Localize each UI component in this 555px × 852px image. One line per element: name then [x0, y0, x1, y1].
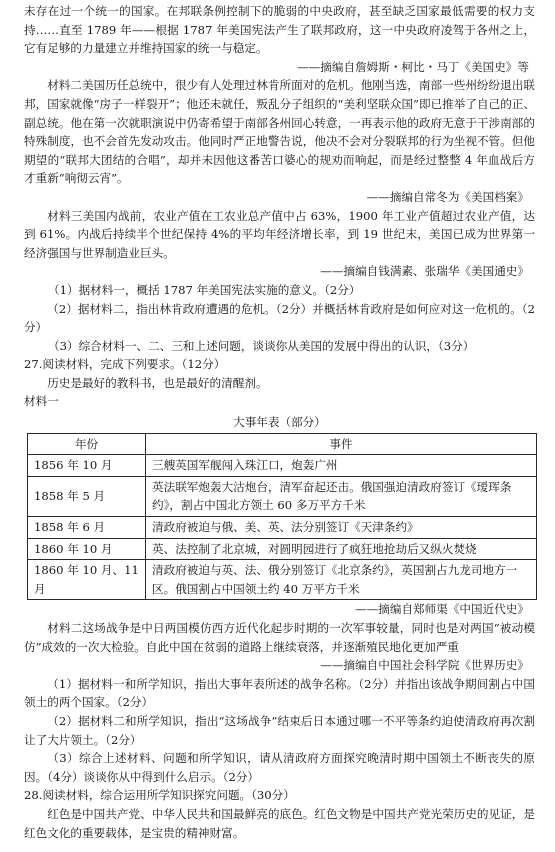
cell-event: 清政府被迫与英、法、俄分别签订《北京条约》，英国割占九龙司地方一区。俄国割占中国领土约 40 万平方千米 [146, 560, 537, 600]
table-row [28, 517, 537, 539]
cell-year: 1858 年 5 月 [28, 476, 146, 516]
question-26-2: （2）据材料二，指出林肯政府遭遇的危机。（2分）并概括林肯政府是如何应对这一危机的。（2分） [24, 301, 535, 335]
question-27-3: （3）综合上述材料、问题和所学知识，请从清政府方面探究晚清时期中国领土不断丧失的原因。（4分）谈谈你从中得到什么启示。（2分） [24, 751, 535, 784]
table-title: 大事年表（部分） [233, 415, 326, 430]
cell-event: 清政府被迫与俄、美、英、法分别签订《天津条约》 [146, 517, 537, 539]
cell-event: 英法联军炮轰大沽炮台，清军奋起还击。俄国强迫清政府签订《瑷珲条约》，割占中国北方领土 60 多万平方千米 [146, 476, 537, 516]
events-table [27, 433, 537, 601]
source-citation: ——摘编自中国社会科学院《世界历史》 [320, 658, 529, 673]
table-row [28, 560, 537, 600]
question-27-1: （1）据材料一和所学知识，指出大事年表所述的战争名称。（2分）并指出该战争期间割占中国领土的两个国家。（2分） [24, 676, 535, 710]
material-two: 材料二这场战争是中日两国模仿西方近代化起步时期的一次军事较量，同时也是对两国“被动模仿”成效的一次大检验。自此中国在贫弱的道路上继续衰落，并逐渐殖民地化更加严重 [24, 621, 535, 654]
source-citation: ——摘编自郑师渠《中国近代史》 [355, 602, 529, 617]
cell-year: 1858 年 6 月 [28, 517, 146, 539]
question-27-2: （2）据材料二和所学知识，指出“这场战争”结束后日本通过哪一不平等条约迫使清政府再次割让了大片领土。（2分） [24, 713, 535, 747]
cell-year: 1860 年 10 月 [28, 538, 146, 560]
table-row [28, 476, 537, 516]
table-row [28, 538, 537, 560]
cell-event: 三艘英国军舰闯入珠江口，炮轰广州 [146, 455, 537, 477]
cell-year: 1856 年 10 月 [28, 455, 146, 477]
question-27-heading: 27.阅读材料，完成下列要求。（12分） [24, 357, 226, 372]
question-26-1: （1）据材料一，概括 1787 年美国宪法实施的意义。（2分） [48, 282, 361, 297]
motto: 历史是最好的教科书，也是最好的清醒剂。 [47, 375, 268, 390]
question-26-3: （3）综合材料一、二、三和上述问题，谈谈你从美国的发展中得出的认识，（3分） [48, 338, 475, 353]
source-citation: ——摘编自常冬为《美国档案》 [366, 189, 529, 204]
text-paragraph: 红色是中国共产党、中华人民共和国最鲜亮的底色。红色文物是中国共产党光荣历史的见证，是红色文化的重要载体，是宝贵的精神财富。 [24, 806, 535, 840]
material-three: 材料三美国内战前，农业产值在工农业总产值中占 63%，1900 年工业产值超过农业产值，达到 61%。内战后持续半个世纪保持 4%的平均年经济增长率，到 19 世纪末，美国已成为世界第一经济强国与世界制造业巨头。 [24, 208, 535, 260]
cell-year: 1860 年 10 月、11 月 [28, 560, 146, 600]
material-one-label: 材料一 [24, 394, 59, 409]
source-citation: ——摘编自詹姆斯・柯比・马丁《美国史》等 [297, 59, 529, 74]
table-header-row [28, 433, 537, 455]
source-citation: ——摘编自钱满素、张瑞华《美国通史》 [320, 264, 529, 279]
header-event: 事件 [146, 433, 537, 455]
text-paragraph: 未存在过一个统一的国家。在邦联条例控制下的脆弱的中央政府，甚至缺乏国家最低需要的权力支持……直至 1789 年——根据 1787 年美国宪法产生了联邦政府，这一中央政府凌驾于各州之上，它有足够的力量建立并维持国家的统一与稳定。 [24, 4, 535, 56]
header-year: 年份 [28, 433, 146, 455]
cell-event: 英、法控制了北京城，对圆明园进行了疯狂地抢劫后又纵火焚烧 [146, 538, 537, 560]
material-two: 材料二美国历任总统中，很少有人处理过林肯所面对的危机。他刚当选，南部一些州纷纷退出联邦，国家就像“房子一样裂开”；他还未就任，叛乱分子组织的“美利坚联众国”即已推举了自己的正、副总统。他在第一次就职演说中仍寄希望于南部各州回心转意，一再表示他的政府无意于干涉南部的特殊制度，也不会首先发动攻击。他同时严正地警告说，他决不会对分裂联邦的行为坐视不管。但他期望的“联邦大团结的合唱”，却并未因他这番苦口婆心的规劝而响起，而是经过整整 4 年血战后方才重新“响彻云宵”。 [24, 78, 535, 186]
question-28-heading: 28.阅读材料，综合运用所学知识探究问题。（30分） [24, 788, 295, 803]
table-row [28, 455, 537, 477]
